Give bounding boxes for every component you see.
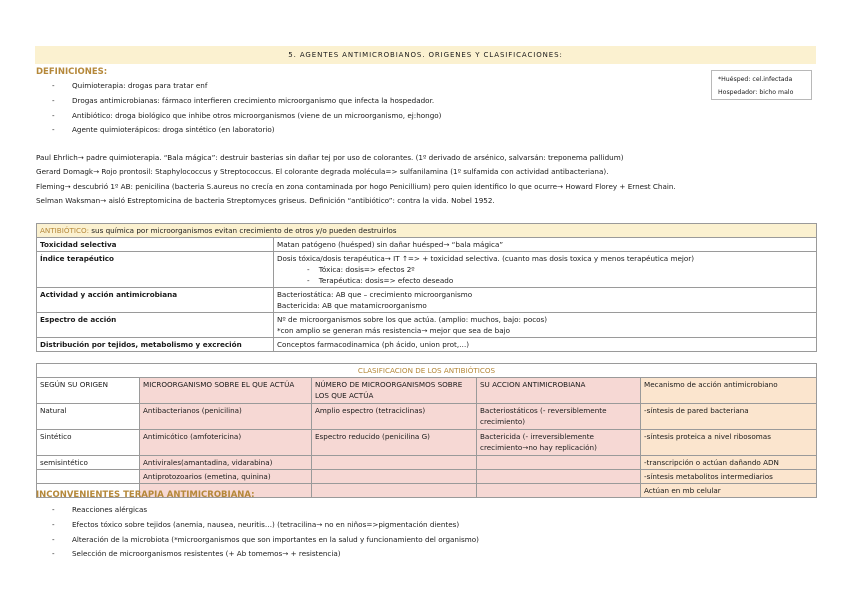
list-item: - Reacciones alérgicas xyxy=(52,503,479,518)
value-line: Bactericida: AB que matamicroorganismo xyxy=(277,301,427,310)
table-row xyxy=(37,430,817,456)
inconvenientes-heading: INCONVENIENTES TERAPIA ANTIMICROBIANA: xyxy=(36,490,255,500)
value-line: Matan patógeno (huésped) sin dañar huésped→ “bala mágica” xyxy=(277,240,504,249)
page-title: 5. AGENTES ANTIMICROBIANOS. ORIGENES Y CLASIFICACIONES: xyxy=(35,46,816,64)
subline-text: Tóxica: dosis=> efectos 2º xyxy=(318,265,415,274)
value-subline: - Tóxica: dosis=> efectos 2º xyxy=(307,265,415,274)
list-item: - Antibiótico: droga biológico que inhibe otros microorganismos (viene de un microorganismo, ej:hongo) xyxy=(52,109,442,124)
list-item: - Alteración de la microbiota (*microorganismos que son importantes en la salud y funcionamiento del organismo) xyxy=(52,533,479,548)
row-value xyxy=(274,252,817,288)
clasificacion-table xyxy=(36,363,817,498)
table-cell: semisintético xyxy=(37,456,140,470)
table-cell: Antimicótico (amfotericina) xyxy=(140,430,312,456)
history-line: Paul Ehrlich→ padre quimioterapia. “Bala mágica”: destruir basterias sin dañar tej por uso de colorantes. (1º derivado de arsénico, salvarsán: treponema pallidum) xyxy=(36,153,624,162)
row-label: Distribución por tejidos, metabolismo y excreción xyxy=(37,338,274,352)
inconvenientes-list xyxy=(52,503,479,562)
value-line: *con amplio se generan más resistencia→ mejor que sea de bajo xyxy=(277,326,511,335)
history-block xyxy=(36,151,676,208)
table-cell xyxy=(477,484,641,498)
row-label: Índice terapéutico xyxy=(37,252,274,288)
history-line: Gerard Domagk→ Rojo prontosil: Staphylococcus y Streptococcus. El colorante degrada molécula=> sulfanilamina (1º sulfamida con actividad antibacteriana). xyxy=(36,167,609,177)
row-value xyxy=(274,288,817,313)
table-cell: Bacteriostáticos (- reversiblemente crecimiento) xyxy=(477,404,641,430)
note-line: *Huésped: cel.infectada xyxy=(718,76,793,83)
definiciones-list xyxy=(52,79,442,138)
subline-text: Terapéutica: dosis=> efecto deseado xyxy=(318,276,454,285)
column-header: Mecanismo de acción antimicrobiano xyxy=(641,378,817,404)
antibiotico-text: sus química por microorganismos evitan crecimiento de otros y/o pueden destruirlos xyxy=(89,226,397,235)
column-header: MICROORGANISMO SOBRE EL QUE ACTÚA xyxy=(140,378,312,404)
table-row xyxy=(37,456,817,470)
row-value xyxy=(274,238,817,252)
value-line: Conceptos farmacodinamica (ph ácido, union prot,…) xyxy=(277,340,470,349)
row-label: Espectro de acción xyxy=(37,313,274,338)
table-row xyxy=(37,224,817,238)
list-item: - Agente quimioterápicos: droga sintético (en laboratorio) xyxy=(52,123,442,138)
row-label: Toxicidad selectiva xyxy=(37,238,274,252)
table-row xyxy=(37,313,817,338)
table-cell: -síntesis de pared bacteriana xyxy=(641,404,817,430)
table-cell: -transcripción o actúan dañando ADN xyxy=(641,456,817,470)
table-cell: Antivirales(amantadina, vidarabina) xyxy=(140,456,312,470)
list-item: - Efectos tóxico sobre tejidos (anemia, nausea, neuritis…) (tetracilina→ no en niños=>pigmentación dientes) xyxy=(52,518,479,533)
table-cell: Amplio espectro (tetraciclinas) xyxy=(312,404,477,430)
table-row xyxy=(37,338,817,352)
list-item: - Quimioterapia: drogas para tratar enf xyxy=(52,79,442,94)
value-subline: - Terapéutica: dosis=> efecto deseado xyxy=(307,276,454,285)
column-header: SU ACCION ANTIMICROBIANA xyxy=(477,378,641,404)
table-row xyxy=(37,364,817,378)
row-value xyxy=(274,313,817,338)
table-row xyxy=(37,288,817,313)
table-cell xyxy=(37,470,140,484)
clasificacion-title: CLASIFICACION DE LOS ANTIBIÓTICOS xyxy=(37,364,817,378)
table-cell xyxy=(312,456,477,470)
value-line: Bacteriostática: AB que – crecimiento microorganismo xyxy=(277,290,473,299)
row-value xyxy=(274,338,817,352)
definiciones-heading: DEFINICIONES: xyxy=(36,67,108,77)
table-row xyxy=(37,238,817,252)
table-row xyxy=(37,404,817,430)
antibiotico-definition xyxy=(37,224,817,238)
history-line: Fleming→ descubrió 1º AB: penicilina (bacteria S.aureus no crecía en zona contaminada por hogo Penicillium) pero quien identifico lo que ocurre→ Howard Florey + Ernest Chain. xyxy=(36,181,676,191)
note-line: Hospedador: bicho malo xyxy=(718,89,794,96)
column-header: SEGÚN SU ORIGEN xyxy=(37,378,140,404)
table-cell xyxy=(312,484,477,498)
table-cell: Actúan en mb celular xyxy=(641,484,817,498)
table-header-row xyxy=(37,378,817,404)
history-line: Selman Waksman→ aisló Estreptomicina de bacteria Streptomyces griseus. Definición “antibiótico”: contra la vida. Nobel 1952. xyxy=(36,195,495,205)
table-cell: -síntesis proteica a nivel ribosomas xyxy=(641,430,817,456)
antibiotico-table xyxy=(36,223,817,352)
list-item: - Selección de microorganismos resistentes (+ Ab tomemos→ + resistencia) xyxy=(52,547,479,562)
list-item: - Drogas antimicrobianas: fármaco interfieren crecimiento microorganismo que infecta la hospedador. xyxy=(52,94,442,109)
table-cell xyxy=(477,470,641,484)
table-cell: Antiprotozoarios (emetina, quinina) xyxy=(140,470,312,484)
table-cell: Sintético xyxy=(37,430,140,456)
table-cell xyxy=(477,456,641,470)
column-header: NÚMERO DE MICROORGANISMOS SOBRE LOS QUE ACTÚA xyxy=(312,378,477,404)
table-cell: Antibacterianos (penicilina) xyxy=(140,404,312,430)
table-cell: Bactericida (- irreversiblemente crecimiento→no hay replicación) xyxy=(477,430,641,456)
table-cell: Natural xyxy=(37,404,140,430)
antibiotico-label: ANTIBIÓTICO: xyxy=(40,226,89,235)
table-cell xyxy=(312,470,477,484)
table-cell: -síntesis metabolitos intermediarios xyxy=(641,470,817,484)
table-cell: Espectro reducido (penicilina G) xyxy=(312,430,477,456)
table-row xyxy=(37,470,817,484)
value-line: Nº de microorganismos sobre los que actúa. (amplio: muchos, bajo: pocos) xyxy=(277,315,548,324)
row-label: Actividad y acción antimicrobiana xyxy=(37,288,274,313)
table-row xyxy=(37,252,817,288)
host-note xyxy=(711,70,812,100)
value-line: Dosis tóxica/dosis terapéutica→ IT ↑=> + toxicidad selectiva. (cuanto mas dosis toxica y menos terapéutica mejor) xyxy=(277,254,695,263)
